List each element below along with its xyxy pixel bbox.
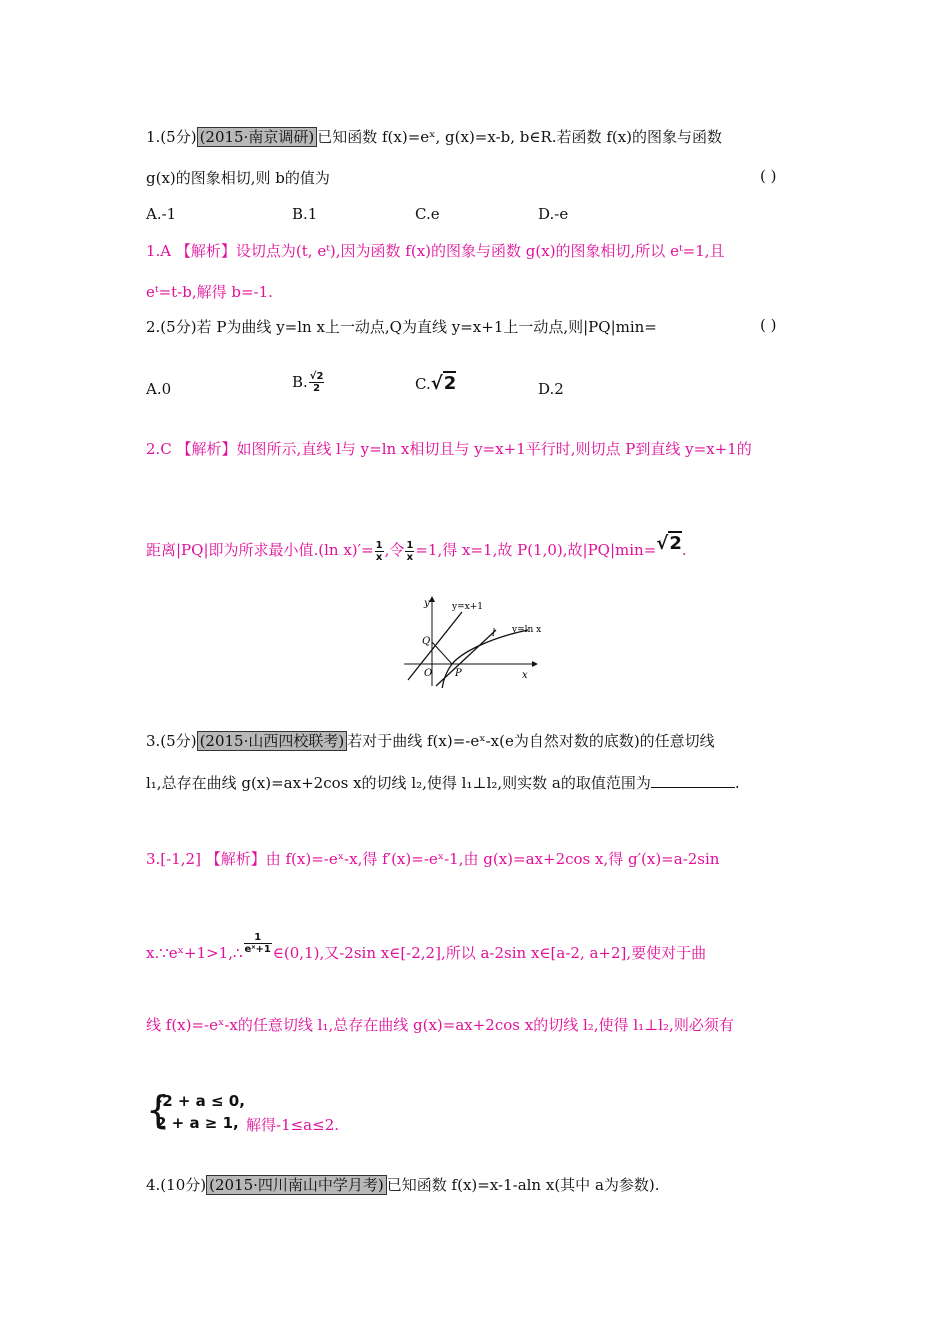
q3-number: 3.(5分) bbox=[146, 732, 197, 750]
q2-solution-text-1: 距离|PQ|即为所求最小值.(ln x)′= bbox=[146, 541, 374, 559]
q2-solution-text-2: ,令 bbox=[384, 541, 405, 559]
q1-solution-line1: 1.A 【解析】设切点为(t, eᵗ),因为函数 f(x)的图象与函数 g(x)的图象相切,所以 eᵗ=1,且 bbox=[146, 242, 725, 260]
q2-option-a: A.0 bbox=[146, 380, 172, 398]
q2-option-b-fraction bbox=[309, 371, 325, 394]
q1-source-tag: (2015·南京调研) bbox=[197, 127, 318, 147]
segment-pq bbox=[432, 642, 452, 664]
q4-source-tag: (2015·四川南山中学月考) bbox=[206, 1175, 387, 1195]
fig-label-x: x bbox=[522, 670, 528, 681]
q2-result-radicand: 2 bbox=[669, 533, 682, 554]
q3-stem-text-a: 若对于曲线 f(x)=-eˣ-x(e为自然对数的底数)的任意切线 bbox=[347, 732, 715, 750]
q2-option-c bbox=[415, 368, 456, 400]
q2-option-c-label: C. bbox=[415, 375, 431, 393]
q2-stem: 2.(5分)若 P为曲线 y=ln x上一动点,Q为直线 y=x+1上一动点,则|PQ|min= bbox=[146, 318, 657, 336]
q2-result-sqrt: √2 bbox=[656, 533, 682, 554]
q2-option-b-numerator: √2 bbox=[309, 371, 324, 382]
q2-equation-fraction bbox=[405, 540, 414, 563]
y-axis-arrow bbox=[429, 596, 435, 602]
q3-stem-line1 bbox=[146, 730, 715, 752]
q1-option-b: B.1 bbox=[292, 205, 318, 223]
q1-stem-text-a: 已知函数 f(x)=eˣ, g(x)=x-b, b∈R.若函数 f(x)的图象与函数 bbox=[317, 128, 723, 146]
q2-equation-denominator: x bbox=[406, 551, 414, 563]
q2-derivative-fraction bbox=[375, 540, 384, 563]
q3-solution-line1: 3.[-1,2] 【解析】由 f(x)=-eˣ-x,得 f′(x)=-eˣ-1,由 g(x)=ax+2cos x,得 g′(x)=a-2sin bbox=[146, 850, 720, 868]
q3-stem-line2 bbox=[146, 772, 740, 794]
x-axis-arrow bbox=[532, 661, 538, 667]
q3-source-tag: (2015·山西四校联考) bbox=[197, 731, 348, 751]
q3-solution-line2 bbox=[146, 932, 706, 973]
q1-answer-paren: ( ) bbox=[760, 167, 777, 185]
q3-fraction-numerator: 1 bbox=[244, 932, 272, 944]
q2-option-c-radicand: 2 bbox=[443, 373, 457, 394]
q3-system-row2: 2 + a ≥ 1, bbox=[156, 1114, 239, 1132]
fig-label-q: Q bbox=[422, 636, 431, 647]
q2-answer-paren: ( ) bbox=[760, 316, 777, 334]
q2-equation-numerator: 1 bbox=[406, 539, 414, 551]
q2-solution-text-3: =1,得 x=1,故 P(1,0),故|PQ|min= bbox=[415, 541, 657, 559]
q3-fraction bbox=[244, 932, 272, 955]
q3-system-row1: -2 + a ≤ 0, bbox=[156, 1092, 245, 1110]
q2-solution-line1: 2.C 【解析】如图所示,直线 l与 y=ln x相切且与 y=x+1平行时,则切点 P到直线 y=x+1的 bbox=[146, 440, 752, 458]
q1-stem-line1 bbox=[146, 126, 722, 148]
q3-stem-text-end: . bbox=[734, 774, 740, 792]
tangent-line-figure bbox=[400, 592, 550, 688]
q3-fraction-denominator: eˣ+1 bbox=[244, 944, 271, 955]
q2-derivative-numerator: 1 bbox=[375, 539, 383, 551]
q3-stem-text-b: l₁,总存在曲线 g(x)=ax+2cos x的切线 l₂,使得 l₁⊥l₂,则实数 a的取值范围为 bbox=[146, 774, 651, 792]
q2-solution-line2 bbox=[146, 526, 687, 568]
q1-number: 1.(5分) bbox=[146, 128, 197, 146]
q3-inequality-system bbox=[146, 1090, 376, 1134]
q3-system-result: 解得-1≤a≤2. bbox=[246, 1116, 340, 1134]
q3-solution-text-2: ∈(0,1),又-2sin x∈[-2,2],所以 a-2sin x∈[a-2, a+2],要使对于曲 bbox=[272, 944, 707, 962]
q1-stem-line2 bbox=[146, 167, 330, 189]
q3-solution-line3: 线 f(x)=-eˣ-x的任意切线 l₁,总存在曲线 g(x)=ax+2cos x的切线 l₂,使得 l₁⊥l₂,则必须有 bbox=[146, 1016, 734, 1034]
q2-option-c-sqrt: √2 bbox=[430, 373, 457, 394]
q2-derivative-denominator: x bbox=[375, 551, 383, 563]
q1-option-c: C.e bbox=[415, 205, 440, 223]
q2-solution-text-4: . bbox=[681, 541, 687, 559]
fig-label-tangent: l bbox=[492, 628, 496, 639]
fig-label-p: P bbox=[455, 668, 462, 679]
q4-stem bbox=[146, 1174, 660, 1196]
q1-option-d: D.-e bbox=[538, 205, 569, 223]
q1-solution-line2: eᵗ=t-b,解得 b=-1. bbox=[146, 283, 273, 301]
fig-label-line: y=x+1 bbox=[452, 602, 483, 612]
q3-system-brace: { bbox=[146, 1088, 171, 1132]
q2-option-d: D.2 bbox=[538, 380, 564, 398]
q2-option-b-denominator: 2 bbox=[313, 383, 321, 394]
fig-label-curve: y=ln x bbox=[512, 625, 542, 635]
q3-solution-text-1: x.∵eˣ+1>1,∴ bbox=[146, 944, 243, 962]
fig-label-y: y bbox=[424, 598, 430, 609]
fig-label-o: O bbox=[424, 668, 433, 679]
q3-answer-blank bbox=[651, 773, 735, 788]
q4-number: 4.(10分) bbox=[146, 1176, 207, 1194]
curve-y-eq-ln-x bbox=[442, 630, 528, 688]
q2-option-b-label: B. bbox=[292, 373, 308, 391]
q1-option-a: A.-1 bbox=[146, 205, 177, 223]
q4-stem-text: 已知函数 f(x)=x-1-aln x(其中 a为参数). bbox=[386, 1176, 660, 1194]
q2-option-b bbox=[292, 362, 325, 402]
q1-stem-text-b: g(x)的图象相切,则 b的值为 bbox=[146, 169, 330, 187]
